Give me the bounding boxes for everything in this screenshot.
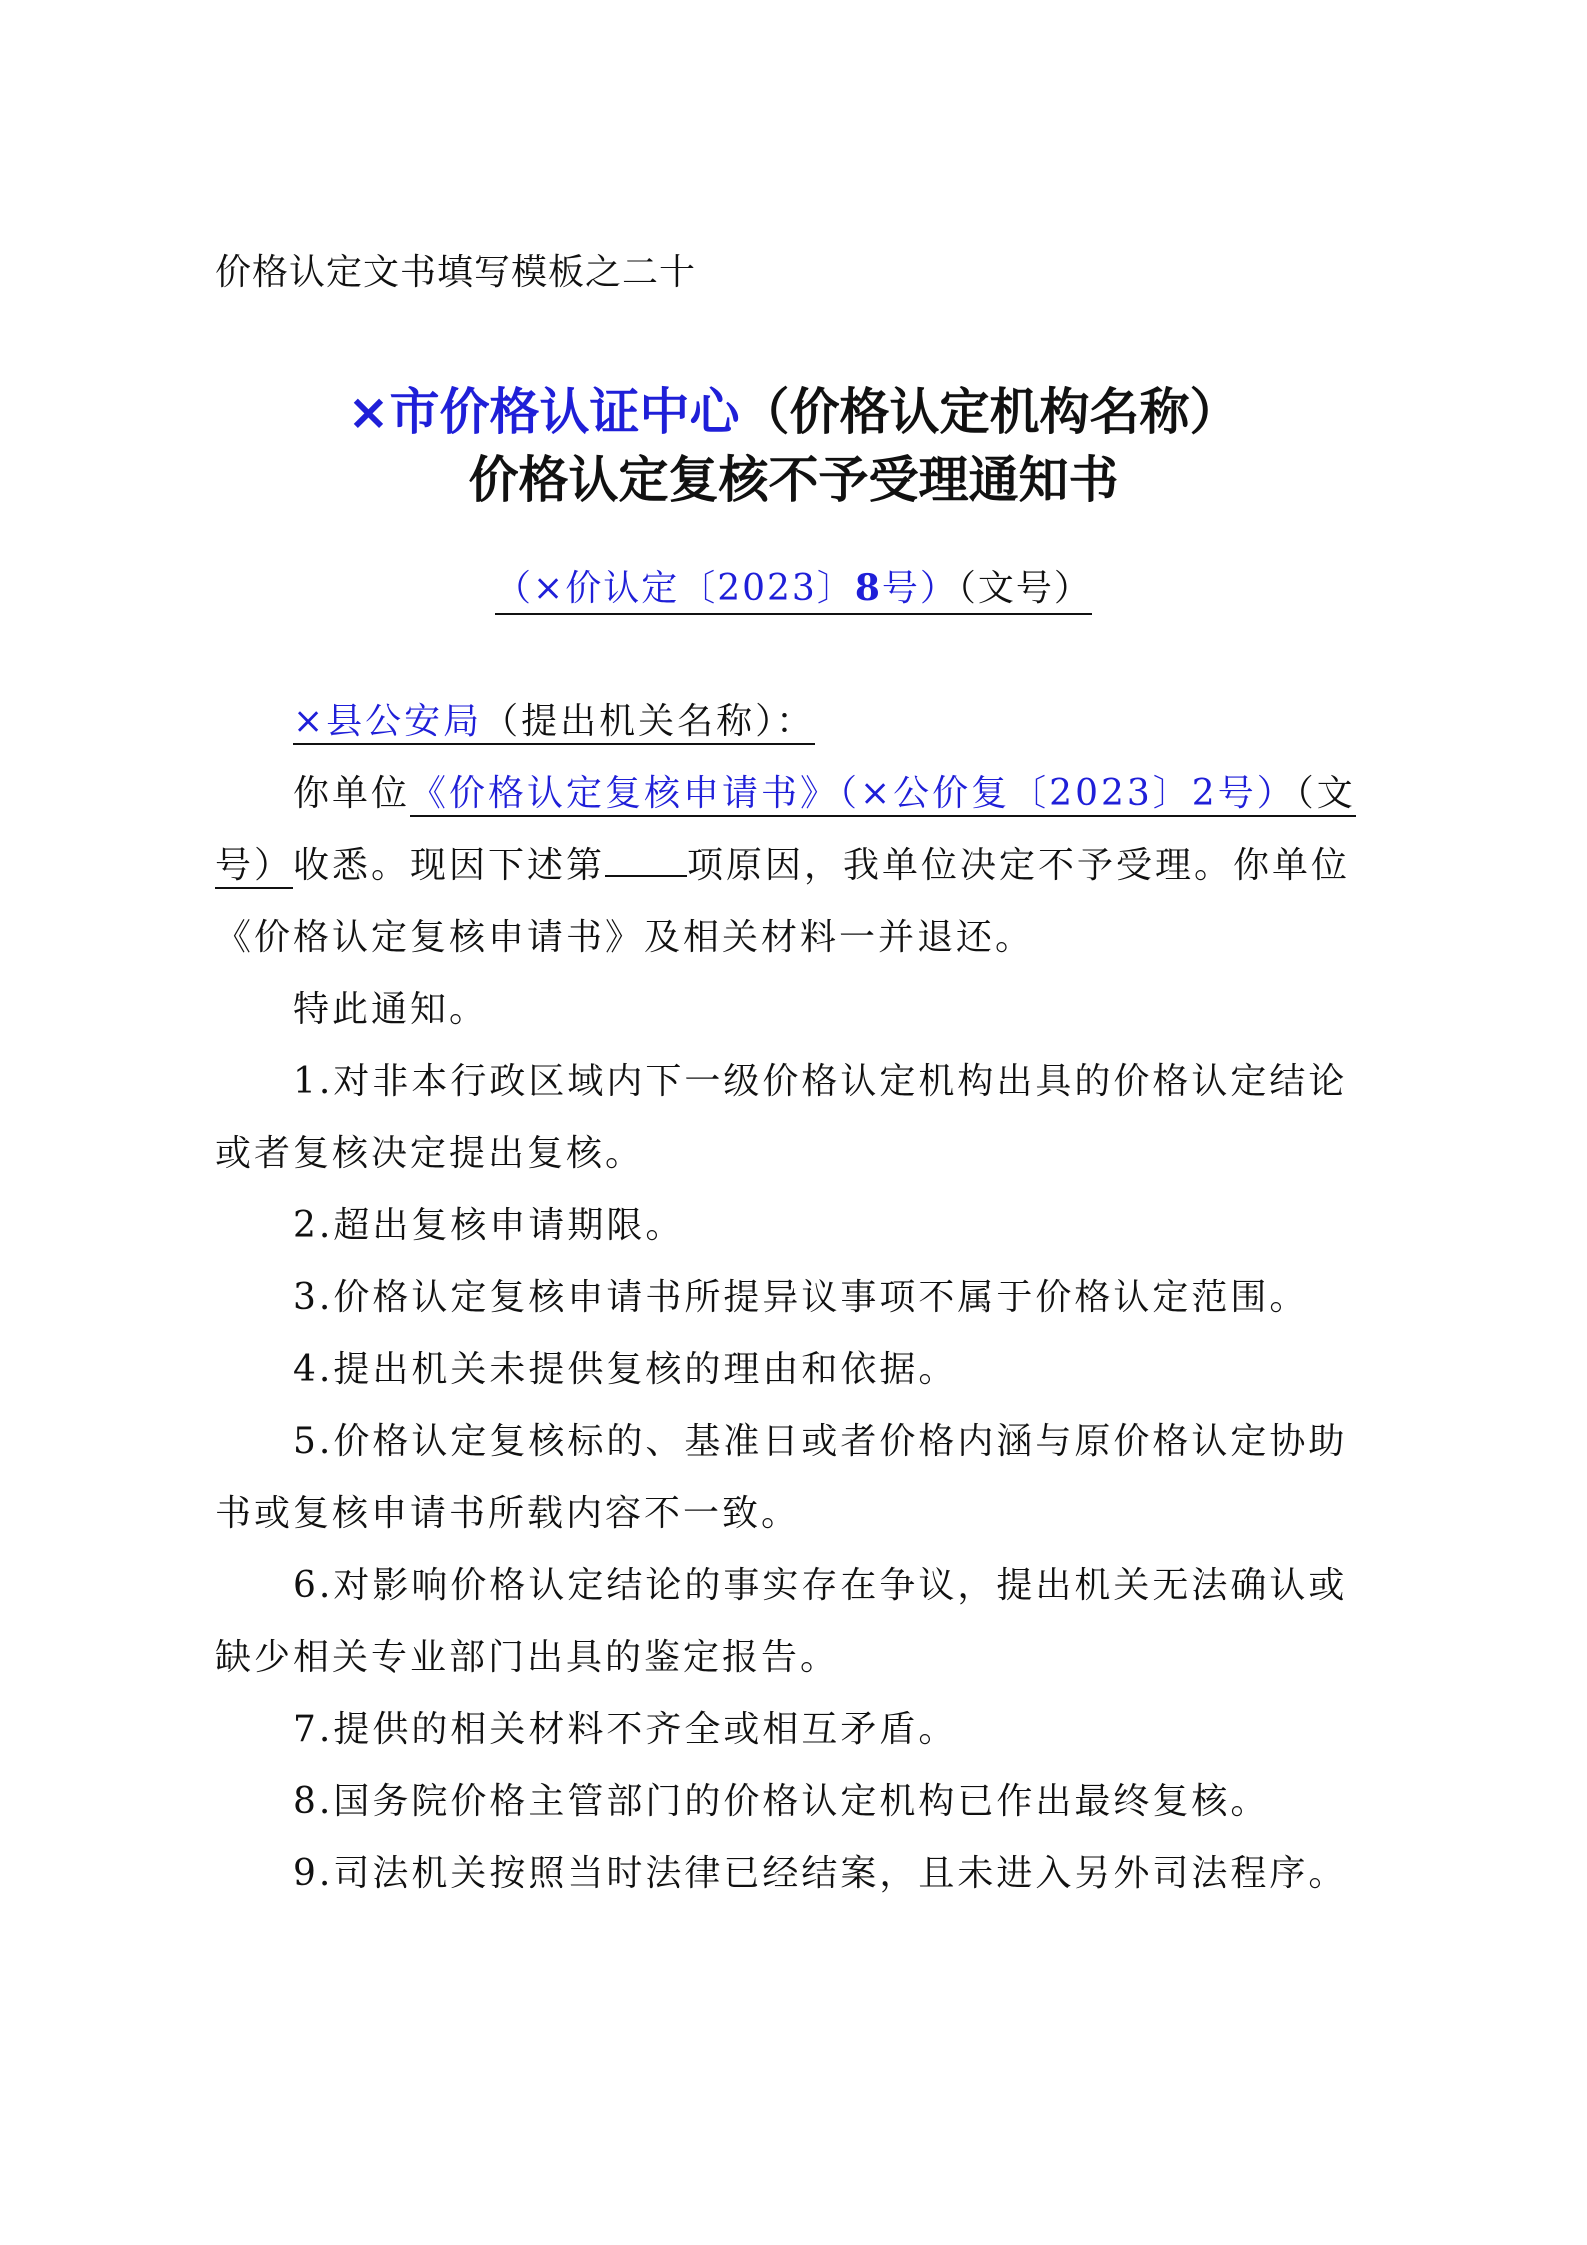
document-number-value: 8 — [854, 567, 882, 609]
reason-number-blank[interactable] — [605, 845, 687, 877]
list-item-cont: 书或复核申请书所载内容不一致。 — [215, 1493, 801, 1534]
document-title-line1 — [0, 372, 1587, 444]
list-item: 9.司法机关按照当时法律已经结案，且未进入另外司法程序。 — [293, 1853, 1348, 1894]
list-item: 5.价格认定复核标的、基准日或者价格内涵与原价格认定协助 — [293, 1421, 1348, 1462]
list-item: 3.价格认定复核申请书所提异议事项不属于价格认定范围。 — [293, 1277, 1309, 1318]
reference-hint-b: 号） — [215, 845, 293, 889]
recipient-name: ×县公安局 — [293, 701, 483, 742]
document-number-close: 号） — [881, 568, 958, 609]
agency-name: ×市价格认证中心 — [347, 383, 740, 441]
document-number — [0, 560, 1587, 615]
paragraph-text: 收悉。现因下述第 — [293, 845, 606, 886]
list-item: 2.超出复核申请期限。 — [293, 1205, 685, 1246]
list-item: 1.对非本行政区域内下一级价格认定机构出具的价格认定结论 — [293, 1061, 1348, 1102]
list-item: 7.提供的相关材料不齐全或相互矛盾。 — [293, 1709, 958, 1750]
recipient-line — [215, 686, 1375, 758]
document-title-line2: 价格认定复核不予受理通知书 — [468, 451, 1119, 509]
document-number-open: （×价认定〔2023〕 — [495, 568, 855, 609]
paragraph-1-line-1 — [215, 758, 1375, 830]
paragraph-1-line-2 — [215, 830, 1375, 902]
notice-text: 特此通知。 — [293, 989, 489, 1030]
agency-name-hint: （价格认定机构名称） — [739, 383, 1240, 441]
document-number-hint: （文号） — [957, 568, 1092, 609]
paragraph-text-cont: 项原因，我单位决定不予受理。你单位 — [687, 845, 1351, 886]
list-item: 6.对影响价格认定结论的事实存在争议，提出机关无法确认或 — [293, 1565, 1348, 1606]
list-item: 8.国务院价格主管部门的价格认定机构已作出最终复核。 — [293, 1781, 1270, 1822]
list-item-cont: 缺少相关专业部门出具的鉴定报告。 — [215, 1637, 840, 1678]
recipient-hint: （提出机关名称）： — [482, 701, 816, 742]
application-reference: 《价格认定复核申请书》（×公价复〔2023〕2号） — [410, 773, 1296, 814]
reference-hint-a: （文 — [1295, 773, 1356, 814]
paragraph-1-line-3: 《价格认定复核申请书》及相关材料一并退还。 — [215, 917, 1035, 958]
paragraph-lead: 你单位 — [293, 773, 411, 814]
list-item-cont: 或者复核决定提出复核。 — [215, 1133, 645, 1174]
list-item: 4.提出机关未提供复核的理由和依据。 — [293, 1349, 958, 1390]
series-label: 价格认定文书填写模板之二十 — [215, 252, 697, 293]
notice-line — [215, 974, 1375, 1046]
